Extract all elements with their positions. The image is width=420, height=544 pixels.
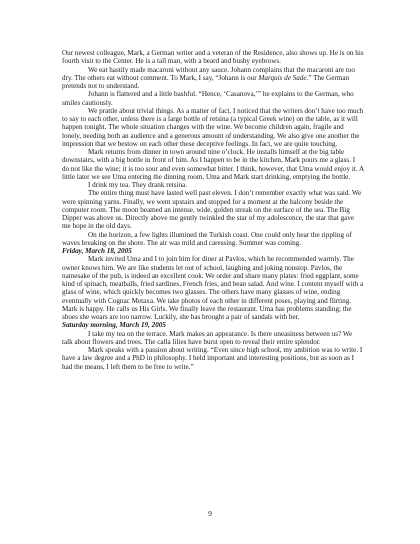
paragraph: Mark invited Uma and I to join him for diner at Pavlos, which he recommended warmly. The owner knows him. We are like students let out of school, laughing and joking nonstop. Pavlos, the namesake of the pub, is indeed an excellent cook. We order and share many plates: fried eggplant, some kind of spinach, meatballs, fried sardines, French fries, and bean salad. And wine. I content myself with a glass of wine, which quickly becomes two glasses. The others have many glasses of wine, ending eventually with Cognac Metaxa. We take photos of each other in different poses, playing and flirting. Mark is happy. He calls us His Girls. We finally leave the restaurant. Uma has problems standing; the shoes she wears are too narrow. Luckily, she has brought a pair of sandals with her. xyxy=(62,255,364,321)
paragraph: Our newest colleague, Mark, a German writer and a veteran of the Residence, also shows up. He is on his fourth visit to the Center. He is a tall man, with a beard and bushy eyebrows. xyxy=(62,49,364,66)
date-heading: Saturday morning, March 19, 2005 xyxy=(62,321,166,330)
italic-title: Marquis de Sade xyxy=(258,73,307,82)
paragraph: On the horizon, a few lights illumined the Turkish coast. One could only hear the rippling of waves breaking on the shore. The air was mild and caressing. Summer was coming. xyxy=(62,230,352,247)
paragraph: Mark speaks with a passion about writing. “Even since high school, my ambition was to write. I have a law degree and a PhD in philosophy. I held important and interesting positions, but as soon as I had the means, I left them to be free to write.” xyxy=(62,346,363,371)
paragraph: Johann is flattered and a little bashful. “Hence, ‘Casanova,’” he explains to the German, who smiles cautiously. xyxy=(62,90,354,107)
paragraph: I take my tea on the terrace. Mark makes an appearance. Is there uneasiness between us? We talk about flowers and trees. The calla lilies have burst open to reveal their entire splendor. xyxy=(62,329,353,346)
paragraph-text: We eat hastily made macaroni without any sauce. Johann complains that the macaroni are too dry. The others eat without comment. To Mark, I say, “Johann is our xyxy=(62,65,355,82)
body-text xyxy=(62,49,364,371)
paragraph-text: .” The German pretends not to understand. xyxy=(62,73,350,90)
page-number: 9 xyxy=(208,509,212,518)
date-heading: Friday, March 18, 2005 xyxy=(62,247,132,255)
paragraph: The entire thing must have lasted well past eleven. I don’t remember exactly what was said. We were spinning yarns. Finally, we went upstairs and stopped for a moment at the balcony beside the computer room. The moon beamed an intense, wide, golden streak on the surface of the sea. The Big Dipper was above us. Directly above me gently twinkled the star of my adolescence, the star that gave me hope in the old days. xyxy=(62,189,362,231)
paragraph xyxy=(62,66,364,91)
paragraph: We prattle about trivial things. As a matter of fact, I noticed that the writers don’t have too much to say to each other, unless there is a large bottle of retsina (a typical Greek wine) on the table, as it will happen tonight. The whole situation changes with the wine. We become children again, fragile and lonely, needing both an audience and a generous amount of understanding. We also give one another the impression that we bestow on each other these deceptive feelings. In fact, we are quite touching. xyxy=(62,106,364,148)
paragraph: I drink my tea. They drank retsina. xyxy=(88,181,188,189)
paragraph: Mark returns from dinner in town around nine o’clock. He installs himself at the big table downstairs, with a big bottle in front of him. As I happen to be in the kitchen, Mark pours me a glass. I do not like the wine; it is too sour and even somewhat bitter. I think, however, that Uma would enjoy it. A little later we see Uma entering the dinning room. Uma and Mark start drinking, emptying the bottle. xyxy=(62,148,364,181)
